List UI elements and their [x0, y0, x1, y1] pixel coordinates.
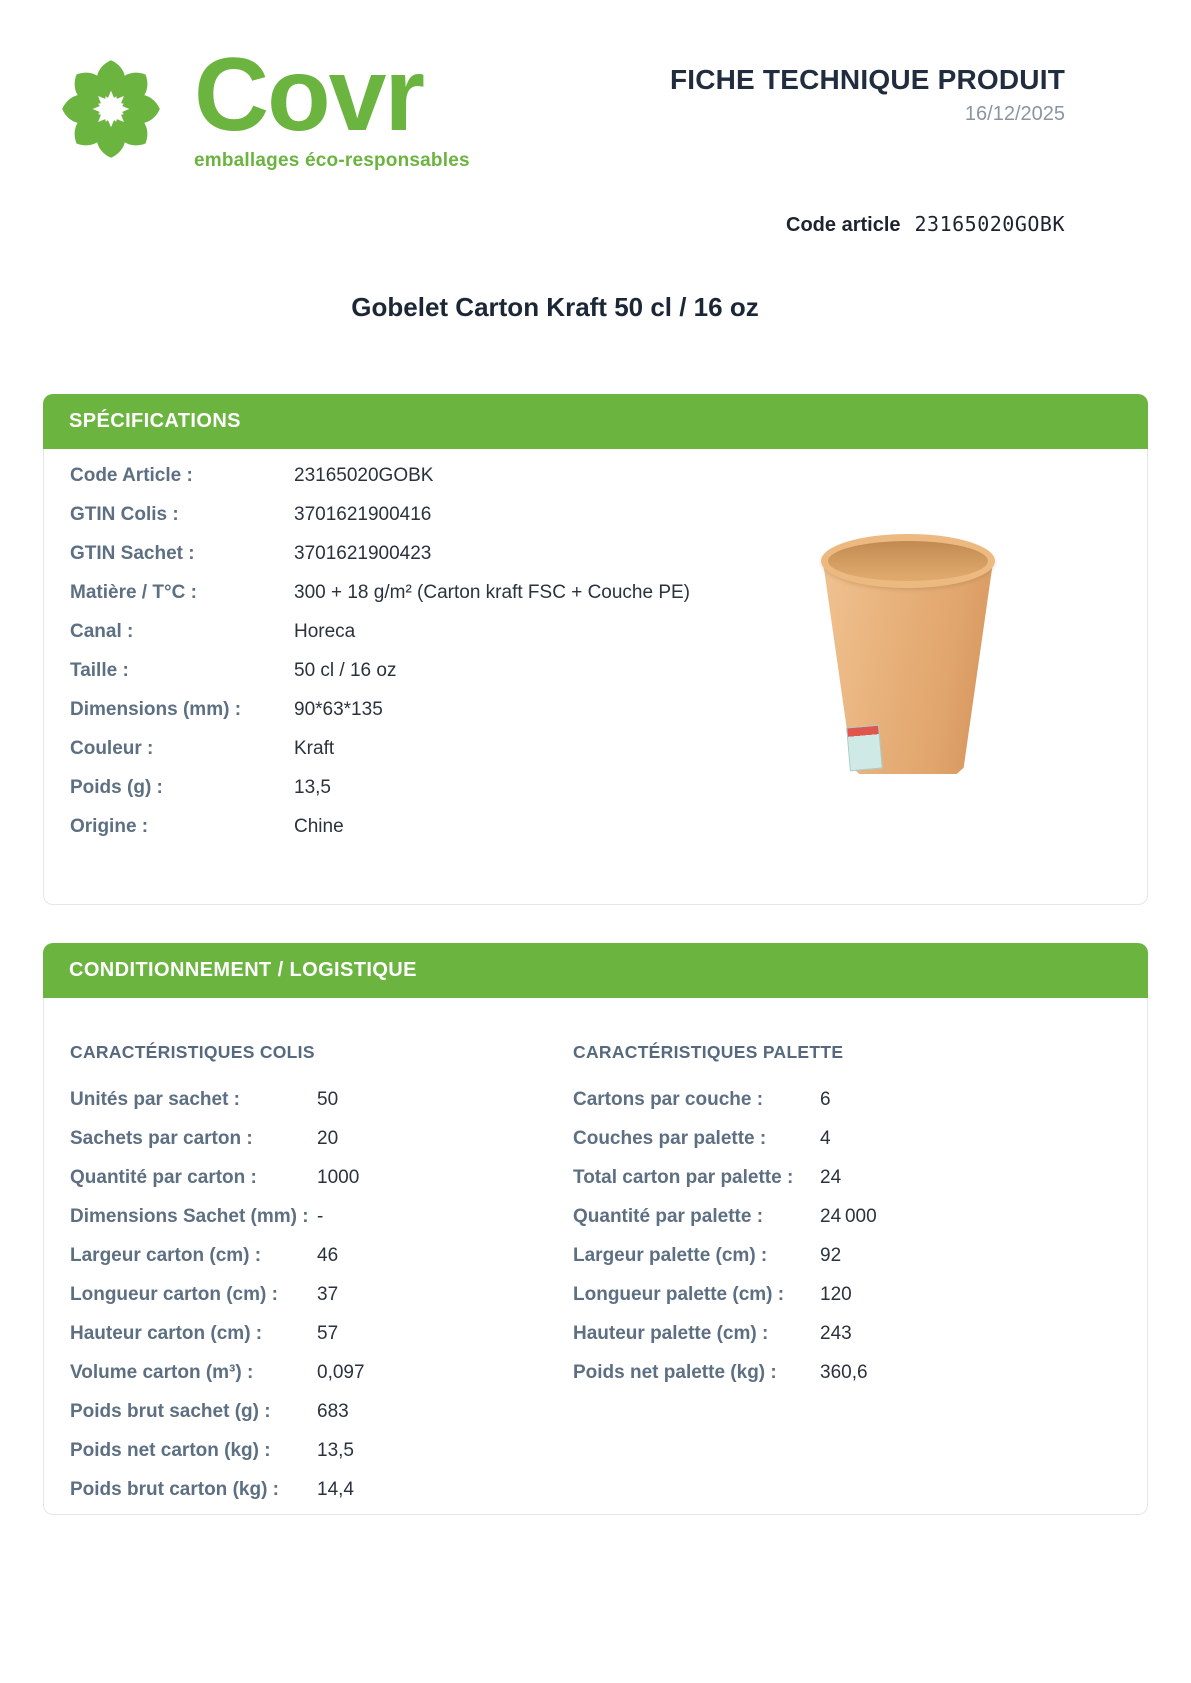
colis-column: [70, 1042, 573, 1514]
logistics-value: 24 000: [820, 1205, 877, 1227]
logistics-label: Sachets par carton :: [70, 1127, 253, 1149]
spec-value: 50 cl / 16 oz: [294, 659, 397, 681]
spec-label: Couleur :: [70, 737, 154, 759]
spec-value: 90*63*135: [294, 698, 383, 720]
logistics-value: 37: [317, 1283, 339, 1305]
logistics-value: -: [317, 1205, 324, 1227]
logistics-value: 6: [820, 1088, 831, 1110]
spec-row: [70, 807, 1147, 846]
logistics-row: [573, 1275, 1121, 1314]
logistics-row: [573, 1236, 1121, 1275]
logistics-label: Longueur palette (cm) :: [573, 1283, 785, 1305]
logistics-label: Quantité par carton :: [70, 1166, 257, 1188]
logistics-row: [70, 1275, 573, 1314]
logistics-label: Cartons par couche :: [573, 1088, 764, 1110]
logistics-row: [70, 1392, 573, 1431]
logistics-section: [43, 943, 1148, 1515]
spec-label: Taille :: [70, 659, 129, 681]
logistics-row: [573, 1314, 1121, 1353]
spec-label: GTIN Sachet :: [70, 542, 195, 564]
logistics-value: 50: [317, 1088, 339, 1110]
covr-logo: [46, 37, 470, 172]
logo-wordmark: Covr: [194, 37, 423, 153]
logistics-label: Couches par palette :: [573, 1127, 767, 1149]
logistics-header: [43, 943, 1148, 998]
logistics-row: [573, 1197, 1121, 1236]
logistics-row: [573, 1353, 1121, 1392]
logistics-row: [70, 1431, 573, 1470]
spec-value: Kraft: [294, 737, 335, 759]
logistics-row: [70, 1119, 573, 1158]
specifications-body: [43, 449, 1148, 905]
spec-label: Dimensions (mm) :: [70, 698, 242, 720]
logistics-row: [70, 1158, 573, 1197]
logistics-row: [70, 1353, 573, 1392]
logistics-value: 683: [317, 1400, 349, 1422]
cup-interior: [828, 541, 988, 581]
logistics-label: Poids brut carton (kg) :: [70, 1478, 279, 1500]
logistics-label: Poids brut sachet (g) :: [70, 1400, 271, 1422]
palette-column-title: CARACTÉRISTIQUES PALETTE: [573, 1042, 844, 1062]
kraft-cup-image: [821, 534, 995, 774]
code-article-label: Code article: [786, 214, 901, 236]
spec-label: Canal :: [70, 620, 134, 642]
logistics-value: 120: [820, 1283, 852, 1305]
specifications-header-label: SPÉCIFICATIONS: [69, 410, 241, 432]
logistics-label: Poids net carton (kg) :: [70, 1439, 271, 1461]
logistics-label: Hauteur carton (cm) :: [70, 1322, 263, 1344]
document-date: 16/12/2025: [964, 103, 1065, 125]
logistics-label: Volume carton (m³) :: [70, 1361, 254, 1383]
logistics-value: 243: [820, 1322, 852, 1344]
palette-column: [573, 1042, 1121, 1514]
logistics-row: [573, 1158, 1121, 1197]
logistics-label: Dimensions Sachet (mm) :: [70, 1205, 309, 1227]
cup-rim: [821, 534, 995, 588]
specifications-section: [43, 394, 1148, 905]
spec-label: Matière / T°C :: [70, 581, 197, 603]
logistics-row: [70, 1236, 573, 1275]
spec-value: Horeca: [294, 620, 356, 642]
specifications-header: [43, 394, 1148, 449]
spec-value: 23165020GOBK: [294, 464, 434, 486]
code-article-value: 23165020GOBK: [914, 212, 1065, 236]
spec-label: Poids (g) :: [70, 776, 163, 798]
logistics-row: [573, 1119, 1121, 1158]
logistics-header-label: CONDITIONNEMENT / LOGISTIQUE: [69, 959, 417, 981]
logistics-label: Unités par sachet :: [70, 1088, 240, 1110]
logistics-label: Largeur palette (cm) :: [573, 1244, 768, 1266]
product-photo: [768, 504, 1068, 796]
spec-value: 300 + 18 g/m² (Carton kraft FSC + Couche PE): [294, 581, 691, 603]
covr-leaf-icon: [46, 48, 176, 170]
logistics-row: [70, 1314, 573, 1353]
logistics-value: 13,5: [317, 1439, 354, 1461]
spec-value: 3701621900416: [294, 503, 432, 525]
logistics-label: Total carton par palette :: [573, 1166, 794, 1188]
spec-label: Origine :: [70, 815, 149, 837]
logistics-label: Longueur carton (cm) :: [70, 1283, 278, 1305]
logistics-row: [573, 1080, 1121, 1119]
logistics-value: 20: [317, 1127, 339, 1149]
logistics-row: [70, 1080, 573, 1119]
logistics-value: 1000: [317, 1166, 360, 1188]
logistics-label: Quantité par palette :: [573, 1205, 764, 1227]
colis-column-title: CARACTÉRISTIQUES COLIS: [70, 1042, 315, 1062]
spec-label: Code Article :: [70, 464, 193, 486]
logistics-body: [43, 998, 1148, 1515]
logistics-value: 46: [317, 1244, 339, 1266]
logo-text-block: [194, 37, 470, 172]
logistics-row: [70, 1197, 573, 1236]
product-title: Gobelet Carton Kraft 50 cl / 16 oz: [351, 292, 759, 322]
logistics-label: Poids net palette (kg) :: [573, 1361, 777, 1383]
logistics-label: Largeur carton (cm) :: [70, 1244, 262, 1266]
logistics-value: 360,6: [820, 1361, 868, 1383]
logistics-value: 24: [820, 1166, 842, 1188]
logistics-label: Hauteur palette (cm) :: [573, 1322, 769, 1344]
logistics-value: 0,097: [317, 1361, 365, 1383]
spec-row: [70, 456, 1147, 495]
logistics-value: 4: [820, 1127, 831, 1149]
logistics-row: [70, 1470, 573, 1509]
document-meta: [670, 64, 1065, 126]
logistics-value: 14,4: [317, 1478, 354, 1500]
spec-value: Chine: [294, 815, 344, 837]
spec-value: 3701621900423: [294, 542, 432, 564]
logo-tagline: emballages éco-responsables: [194, 149, 470, 171]
spec-value: 13,5: [294, 776, 331, 798]
logistics-value: 57: [317, 1322, 339, 1344]
document-title: FICHE TECHNIQUE PRODUIT: [669, 64, 1065, 95]
cup-sticker: [846, 725, 883, 772]
spec-label: GTIN Colis :: [70, 503, 179, 525]
code-article-row: [786, 212, 1065, 237]
logistics-value: 92: [820, 1244, 842, 1266]
